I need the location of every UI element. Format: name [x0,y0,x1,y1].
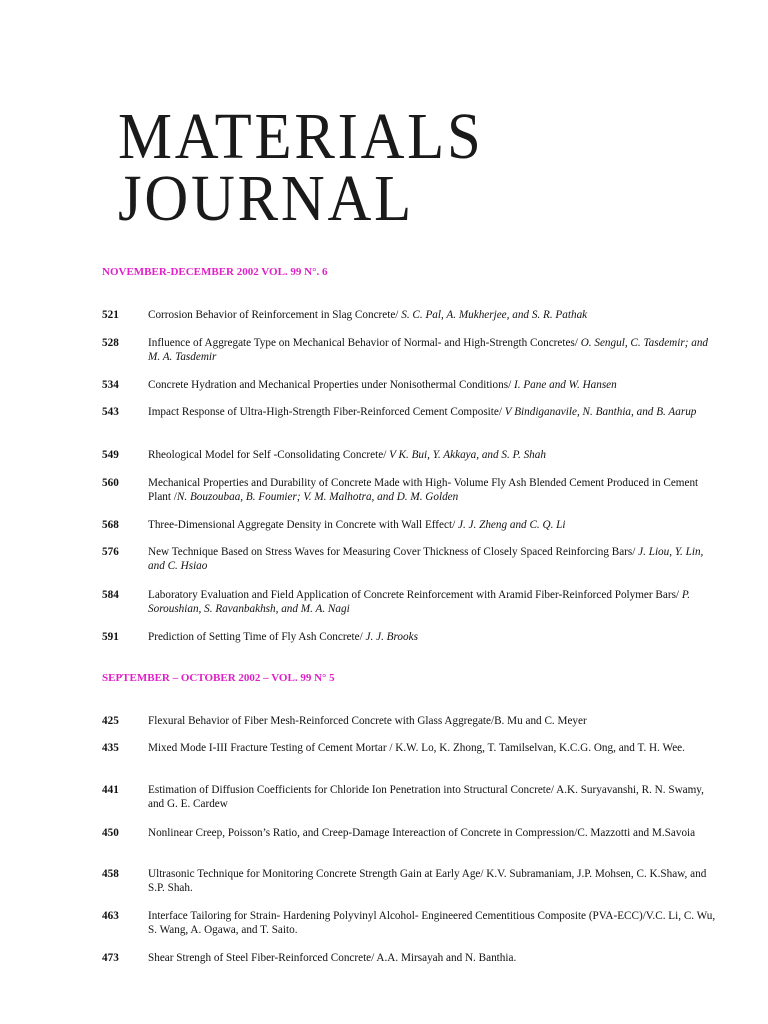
article-entry [102,336,722,364]
article-entry [102,545,722,573]
masthead-line-2: JOURNAL [118,162,414,235]
page-number: 425 [102,715,119,727]
article-citation [148,336,722,364]
article-title: Influence of Aggregate Type on Mechanical Behavior of Normal- and High-Strength Concretes/ [148,337,578,349]
article-authors: J. J. Zheng and C. Q. Li [455,519,566,531]
article-entry [102,714,722,728]
page-number: 450 [102,827,119,839]
article-entry [102,741,722,755]
article-entry [102,518,722,532]
article-entry [102,405,722,419]
article-authors: J. J. Brooks [362,631,418,643]
page-number: 591 [102,631,119,643]
article-entry [102,909,722,937]
page-number: 528 [102,337,119,349]
article-title: Prediction of Setting Time of Fly Ash Concrete/ [148,631,363,643]
article-citation [148,588,722,616]
article-entry [102,783,722,811]
article-citation: Mixed Mode I-III Fracture Testing of Cement Mortar / K.W. Lo, K. Zhong, T. Tamilselvan, K.C.G. Ong, and T. H. Wee. [148,742,685,754]
article-citation: Flexural Behavior of Fiber Mesh-Reinforced Concrete with Glass Aggregate/B. Mu and C. Meyer [148,715,587,727]
article-entry [102,588,722,616]
article-entry [102,951,722,965]
page-number: 473 [102,952,119,964]
article-citation: Shear Strengh of Steel Fiber-Reinforced Concrete/ A.A. Mirsayah and N. Banthia. [148,952,517,964]
page-number: 584 [102,589,119,601]
page-number: 534 [102,379,119,391]
article-citation: Ultrasonic Technique for Monitoring Concrete Strength Gain at Early Age/ K.V. Subramaniam, J.P. Mohsen, C. K.Shaw, and S.P. Shah. [148,868,707,894]
article-authors: N. Bouzoubaa, B. Foumier; V. M. Malhotra, and D. M. Golden [176,491,459,503]
issue-heading: SEPTEMBER – OCTOBER 2002 – VOL. 99 N° 5 [102,672,335,684]
page-number: 458 [102,868,119,880]
article-citation [148,518,722,532]
article-entry [102,448,722,462]
article-title: Corrosion Behavior of Reinforcement in Slag Concrete/ [148,309,399,321]
article-authors: P. Soroushian, S. Ravanbakhsh, and M. A. Nagi [148,589,691,615]
issue-heading: NOVEMBER-DECEMBER 2002 VOL. 99 N°. 6 [102,266,328,278]
page-number: 560 [102,477,119,489]
page-number: 441 [102,784,119,796]
page-number: 435 [102,742,119,754]
article-citation [148,630,722,644]
article-citation: Nonlinear Creep, Poisson’s Ratio, and Creep-Damage Intereaction of Concrete in Compression/C. Mazzotti and M.Savoia [148,827,696,839]
article-citation: Interface Tailoring for Strain- Hardening Polyvinyl Alcohol- Engineered Cementitious Composite (PVA-ECC)/V.C. Li, C. Wu, S. Wang, A. Ogawa, and T. Saito. [148,910,716,936]
article-authors: V Bindiganavile, N. Banthia, and B. Aarup [501,406,697,418]
article-authors: V K. Bui, Y. Akkaya, and S. P. Shah [386,449,546,461]
article-title: Mechanical Properties and Durability of Concrete Made with High- Volume Fly Ash Blended Cement Produced in Cement Plant / [148,477,699,503]
article-authors: J. Liou, Y. Lin, and C. Hsiao [148,546,704,572]
page-number: 463 [102,910,119,922]
page-number: 568 [102,519,119,531]
article-citation [148,405,722,419]
article-entry [102,476,722,504]
article-title: Impact Response of Ultra-High-Strength Fiber-Reinforced Cement Composite/ [148,406,502,418]
article-title: Three-Dimensional Aggregate Density in Concrete with Wall Effect/ [148,519,456,531]
article-citation [148,545,722,573]
article-citation [148,308,722,322]
page-number: 521 [102,309,119,321]
page-number: 549 [102,449,119,461]
article-entry [102,867,722,895]
article-entry [102,630,722,644]
masthead-line-1: MATERIALS [118,100,484,173]
article-authors: I. Pane and W. Hansen [511,379,617,391]
article-citation: Estimation of Diffusion Coefficients for Chloride Ion Penetration into Structural Concrete/ A.K. Suryavanshi, R. N. Swamy, and G. E. Cardew [148,784,704,810]
article-title: Laboratory Evaluation and Field Application of Concrete Reinforcement with Aramid Fiber-Reinforced Polymer Bars/ [148,589,680,601]
page-number: 576 [102,546,119,558]
article-citation [148,378,722,392]
article-entry [102,378,722,392]
article-entry [102,826,722,840]
article-title: New Technique Based on Stress Waves for Measuring Cover Thickness of Closely Spaced Reinforcing Bars/ [148,546,636,558]
article-authors: S. C. Pal, A. Mukherjee, and S. R. Pathak [398,309,588,321]
page-number: 543 [102,406,119,418]
article-title: Concrete Hydration and Mechanical Properties under Nonisothermal Conditions/ [148,379,512,391]
journal-masthead [118,100,515,235]
article-title: Rheological Model for Self -Consolidating Concrete/ [148,449,387,461]
article-citation [148,476,722,504]
article-entry [102,308,722,322]
article-authors: O. Sengul, C. Tasdemir; and M. A. Tasdemir [148,337,709,363]
article-citation [148,448,722,462]
